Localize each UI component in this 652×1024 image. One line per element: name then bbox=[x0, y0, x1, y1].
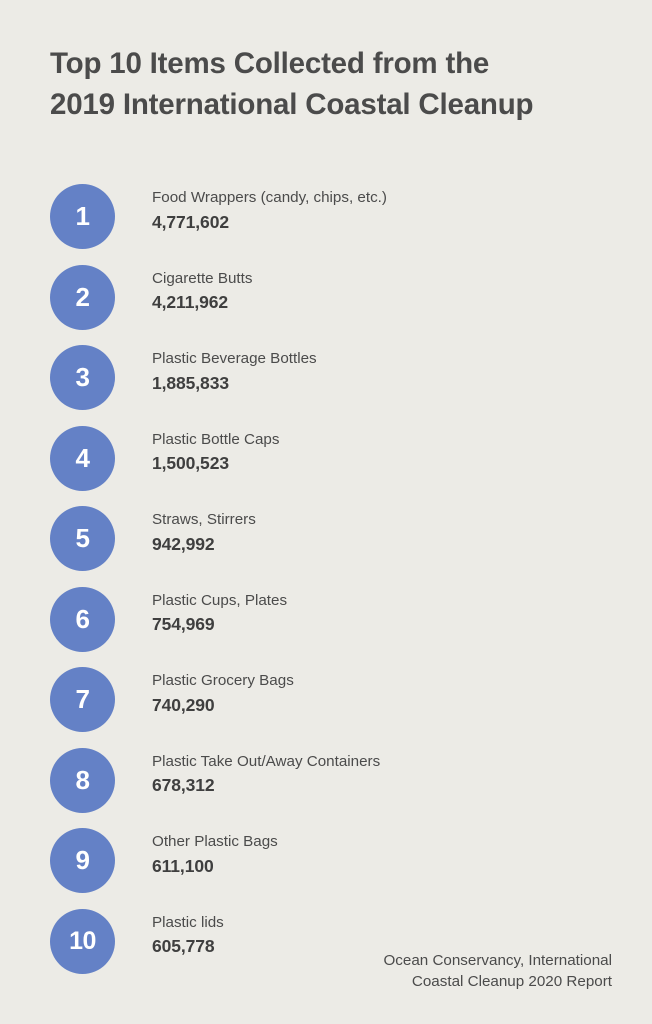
list-item-text bbox=[152, 188, 592, 233]
list-item bbox=[0, 744, 652, 825]
item-value: 4,771,602 bbox=[152, 211, 229, 232]
list-item-text bbox=[152, 349, 592, 394]
rank-badge: 5 bbox=[50, 506, 115, 571]
item-value: 611,100 bbox=[152, 855, 214, 876]
item-value: 754,969 bbox=[152, 614, 215, 635]
item-label: Plastic Beverage Bottles bbox=[152, 350, 317, 367]
list-item-text bbox=[152, 269, 592, 314]
rank-badge: 6 bbox=[50, 587, 115, 652]
item-value: 678,312 bbox=[152, 775, 215, 796]
item-label: Food Wrappers (candy, chips, etc.) bbox=[152, 189, 387, 206]
item-label: Other Plastic Bags bbox=[152, 833, 278, 850]
item-value: 740,290 bbox=[152, 694, 215, 715]
item-label: Plastic Bottle Caps bbox=[152, 430, 280, 448]
list-item bbox=[0, 422, 652, 503]
rank-badge: 9 bbox=[50, 828, 115, 893]
source-line-2: Coastal Cleanup 2020 Report bbox=[411, 973, 612, 991]
rank-badge: 3 bbox=[50, 345, 115, 410]
rank-badge: 10 bbox=[50, 909, 115, 974]
list-item bbox=[0, 341, 652, 422]
list-item bbox=[0, 502, 652, 583]
list-item bbox=[0, 583, 652, 664]
list-item bbox=[0, 663, 652, 744]
item-value: 1,500,523 bbox=[152, 453, 229, 474]
source-line-1: Ocean Conservancy, International bbox=[383, 951, 612, 969]
item-value: 942,992 bbox=[152, 533, 215, 554]
item-value: 605,778 bbox=[152, 936, 215, 957]
page-title bbox=[50, 44, 620, 125]
page-title-line-2: 2019 International Coastal Cleanup bbox=[50, 87, 534, 121]
list-item-text bbox=[152, 510, 592, 555]
list-item bbox=[0, 180, 652, 261]
list-item-text bbox=[152, 671, 592, 716]
list-item-text bbox=[152, 752, 592, 797]
ranked-item-list bbox=[0, 180, 652, 985]
rank-badge: 1 bbox=[50, 184, 115, 249]
page-title-line-1: Top 10 Items Collected from the bbox=[50, 47, 490, 80]
item-label: Plastic Grocery Bags bbox=[152, 672, 294, 689]
item-value: 1,885,833 bbox=[152, 372, 229, 393]
rank-badge: 2 bbox=[50, 265, 115, 330]
item-label: Plastic lids bbox=[152, 913, 224, 931]
list-item-text bbox=[152, 591, 592, 636]
rank-badge: 8 bbox=[50, 748, 115, 813]
item-value: 4,211,962 bbox=[152, 292, 228, 313]
list-item-text bbox=[152, 430, 592, 475]
list-item-text bbox=[152, 832, 592, 877]
item-label: Straws, Stirrers bbox=[152, 511, 256, 528]
rank-badge: 4 bbox=[50, 426, 115, 491]
item-label: Plastic Cups, Plates bbox=[152, 591, 288, 609]
rank-badge: 7 bbox=[50, 667, 115, 732]
list-item bbox=[0, 261, 652, 342]
list-item bbox=[0, 824, 652, 905]
source-attribution bbox=[282, 950, 612, 993]
item-label: Plastic Take Out/Away Containers bbox=[152, 752, 381, 770]
item-label: Cigarette Butts bbox=[152, 269, 253, 287]
